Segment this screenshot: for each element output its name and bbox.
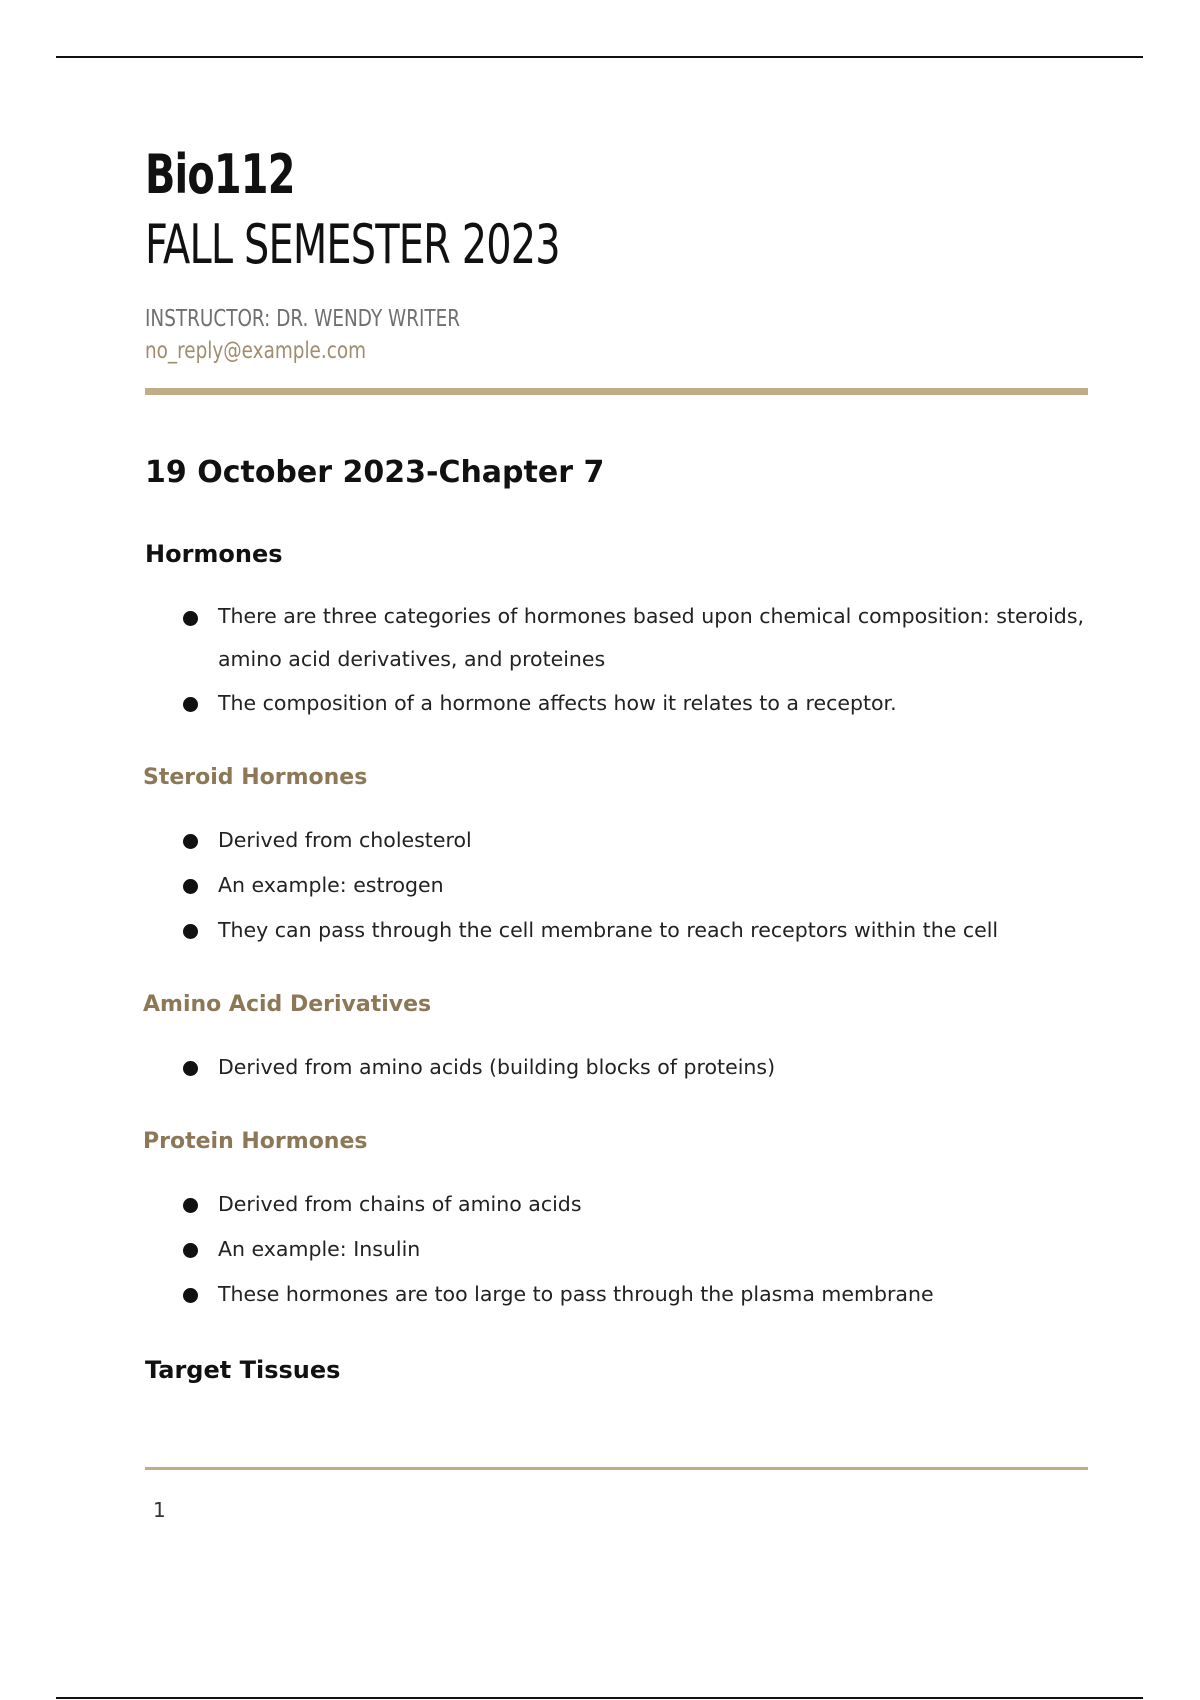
bullet-icon bbox=[183, 1288, 198, 1303]
section-heading-hormones: Hormones bbox=[145, 540, 283, 568]
list-item-text: These hormones are too large to pass through the plasma membrane bbox=[218, 1282, 934, 1306]
course-title: Bio112 bbox=[145, 143, 295, 206]
bullet-icon bbox=[183, 1198, 198, 1213]
section-heading-target-tissues: Target Tissues bbox=[145, 1356, 341, 1384]
list-item-text: An example: estrogen bbox=[218, 873, 444, 897]
list-item-text: Derived from cholesterol bbox=[218, 828, 472, 852]
list-item-text: Derived from amino acids (building blocks of proteins) bbox=[218, 1055, 776, 1079]
page-bottom-rule bbox=[56, 1697, 1143, 1699]
list-item-text: The composition of a hormone affects how it relates to a receptor. bbox=[218, 691, 897, 715]
list-item bbox=[145, 908, 1088, 953]
bullet-icon bbox=[183, 1243, 198, 1258]
bullet-icon bbox=[183, 1061, 198, 1076]
list-item bbox=[145, 595, 1088, 681]
bullet-icon bbox=[183, 924, 198, 939]
bullet-icon bbox=[183, 879, 198, 894]
bullet-icon bbox=[183, 611, 198, 626]
list-item bbox=[145, 681, 1088, 726]
date-heading: 19 October 2023-Chapter 7 bbox=[145, 455, 605, 490]
protein-list bbox=[145, 1182, 1088, 1317]
section-heading-amino: Amino Acid Derivatives bbox=[143, 992, 432, 1017]
instructor-line: INSTRUCTOR: DR. WENDY WRITER bbox=[145, 306, 461, 332]
list-item-text: They can pass through the cell membrane to reach receptors within the cell bbox=[218, 918, 999, 942]
footer-divider bbox=[145, 1467, 1088, 1470]
section-heading-protein: Protein Hormones bbox=[143, 1129, 368, 1154]
list-item bbox=[145, 1272, 1088, 1317]
list-item bbox=[145, 863, 1088, 908]
list-item bbox=[145, 818, 1088, 863]
page-number: 1 bbox=[153, 1498, 166, 1522]
list-item bbox=[145, 1182, 1088, 1227]
list-item bbox=[145, 1045, 1088, 1090]
bullet-icon bbox=[183, 697, 198, 712]
header-divider bbox=[145, 388, 1088, 395]
list-item-text: An example: Insulin bbox=[218, 1237, 421, 1261]
document-content bbox=[145, 140, 1088, 1387]
list-item-text: There are three categories of hormones based upon chemical composition: steroids, amino acid derivatives, and proteines bbox=[218, 604, 1085, 671]
page-top-rule bbox=[56, 56, 1143, 58]
amino-list bbox=[145, 1045, 1088, 1090]
steroid-list bbox=[145, 818, 1088, 953]
section-heading-steroid: Steroid Hormones bbox=[143, 765, 368, 790]
list-item bbox=[145, 1227, 1088, 1272]
semester-title: FALL SEMESTER 2023 bbox=[145, 213, 560, 276]
instructor-email: no_reply@example.com bbox=[145, 338, 367, 364]
bullet-icon bbox=[183, 834, 198, 849]
hormones-list bbox=[145, 595, 1088, 726]
list-item-text: Derived from chains of amino acids bbox=[218, 1192, 582, 1216]
